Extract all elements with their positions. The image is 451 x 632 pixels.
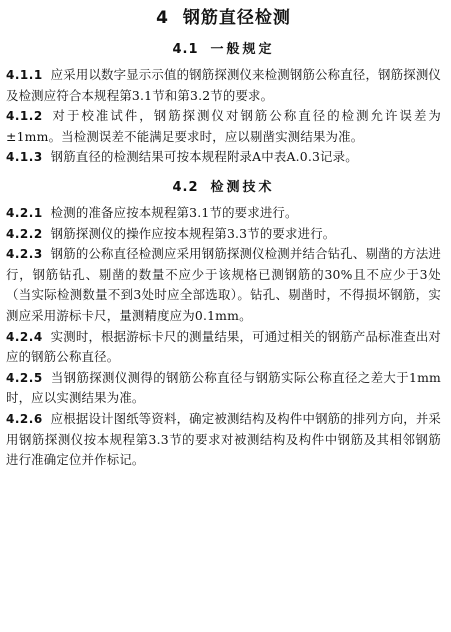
clause-4-2-5 (6, 368, 441, 409)
clause-text: 钢筋的公称直径检测应采用钢筋探测仪检测并结合钻孔、剔凿的方法进行，钢筋钻孔、剔凿的数量不应少于该规格已测钢筋的30%且不应少于3处（当实际检测数量不到3处时应全部选取）。钻孔、剔凿时，不得损坏钢筋，实测应采用游标卡尺，量测精度应为0.1mm。 (6, 246, 441, 323)
clause-4-2-3 (6, 244, 441, 326)
clause-number: 4.1.2 (6, 109, 43, 124)
section-title-text: 一般规定 (210, 42, 275, 57)
clause-text: 应根据设计图纸等资料，确定被测结构及构件中钢筋的排列方向，并采用钢筋探测仪按本规程第3.3节的要求对被测结构及构件中钢筋及其相邻钢筋进行准确定位并作标记。 (6, 410, 441, 468)
clause-number: 4.1.1 (6, 68, 43, 82)
section-number: 4.1 (172, 42, 199, 57)
section-number: 4.2 (172, 179, 199, 195)
clause-4-2-2 (6, 224, 441, 245)
clause-text: 当钢筋探测仪测得的钢筋公称直径与钢筋实际公称直径之差大于1mm时，应以实测结果为准。 (6, 369, 441, 406)
clause-number: 4.2.6 (6, 411, 43, 426)
clause-text: 实测时，根据游标卡尺的测量结果，可通过相关的钢筋产品标准查出对应的钢筋公称直径。 (6, 328, 441, 365)
clause-text: 应采用以数字显示示值的钢筋探测仪来检测钢筋公称直径，钢筋探测仪及检测应符合本规程第3.1节和第3.2节的要求。 (6, 67, 441, 103)
clause-4-1-1 (6, 65, 441, 106)
clause-4-2-6 (6, 409, 441, 471)
clause-number: 4.2.1 (6, 205, 43, 220)
clause-4-1-2 (6, 106, 441, 147)
clause-4-2-4 (6, 327, 441, 368)
clause-text: 对于校准试件，钢筋探测仪对钢筋公称直径的检测允许误差为±1mm。当检测误差不能满足要求时，应以剔凿实测结果为准。 (6, 108, 441, 144)
chapter-title-text: 钢筋直径检测 (182, 8, 291, 28)
clause-text: 钢筋直径的检测结果可按本规程附录A中表A.0.3记录。 (50, 149, 358, 165)
clause-number: 4.2.5 (6, 370, 43, 385)
clause-text: 检测的准备应按本规程第3.1节的要求进行。 (50, 204, 298, 220)
clause-number: 4.1.3 (6, 150, 43, 165)
section-title-4-1 (6, 40, 441, 60)
clause-4-2-1 (6, 203, 441, 224)
clause-number: 4.2.2 (6, 226, 43, 241)
clause-4-1-3 (6, 147, 441, 168)
chapter-number: 4 (156, 8, 169, 28)
chapter-title (6, 6, 441, 30)
clause-number: 4.2.3 (6, 247, 43, 262)
section-title-4-2 (6, 178, 441, 198)
clause-number: 4.2.4 (6, 329, 43, 344)
clause-text: 钢筋探测仪的操作应按本规程第3.3节的要求进行。 (50, 225, 336, 241)
section-title-text: 检测技术 (210, 179, 275, 195)
